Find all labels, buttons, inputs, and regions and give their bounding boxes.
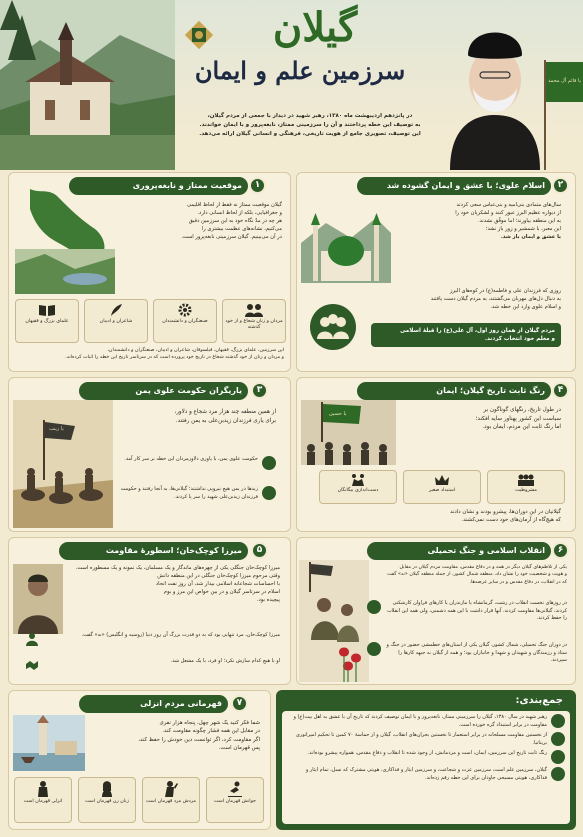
protest-crowd-illustration (301, 400, 396, 465)
summary-item: گیلان، سرزمین علم است، سرزمین عزت و شجاعت، و سرزمین ایثار و فداکاری، هویتی مشترک که نسل، تمام ایثار و فداکاری، هویتی مسیحی جاودان برای این خطه رقم زده‌اند. (287, 767, 565, 782)
section-2-header: اسلام علوی؛ با عشق و ایمان گشوده شد (357, 177, 551, 195)
section-7-card (8, 690, 271, 830)
section-7-header: قهرمانی مردم انزلی (79, 695, 228, 713)
community-icon (309, 303, 357, 351)
section-3-quote: از همین منطقه چند هزار مرد شجاع و دلاور، برای یاری فرزندان زیدبن‌علی به یمن رفتند. (174, 409, 276, 424)
warriors-illustration (13, 400, 113, 528)
section-1-icon-people: مردان و زنان شجاع و از خود گذشته (222, 299, 286, 343)
mosque-landscape-illustration (0, 0, 175, 170)
section-5-quote: میرزا کوچک‌خان جنگلی یکی از چهره‌های ماندگار و یک مسلمان، یک نمونه و یک مسطوره است. وقتی مرحوم میرزا کوچک‌خان جنگلی در این منطقه دانش با احساسات شجاعانه اسلامی بیدار شد، آن روز نفت اتحاد اسلام در سرتاسر گیلان و در بین خواص این مرز و بوم پیچیده بود. (75, 565, 280, 604)
section-4-number: ۴ (552, 382, 569, 399)
section-5-bullet-1: میرزا کوچک‌خان، مرد تنهایی بود که به دو قدرت بزرگ آن روز دنیا (روسیه و انگلیس) «نه» گفت. (25, 632, 280, 646)
section-4-footer: گیلانیان در این دوران‌ها، پیشرو بودند و نشان دادند که هیچ‌گاه از آرمان‌های خود دست نمی‌کشند. (450, 509, 561, 524)
section-3-flag-text: یا زینب (49, 426, 64, 432)
leader-portrait (440, 10, 550, 170)
person-icon (25, 632, 39, 646)
section-7-icon-youth: جوانش قهرمان است (206, 777, 264, 823)
section-1-footer: این سرزمین، علمای بزرگ، فقیهان، فیلسوفان، شاعران و ادیبان، صنعتگران و دانشمندان، و مردان و زنان از خود گذشته شجاع در تاریخ خود پرورده است که در سرتاسر تاریخ این خطه را اثبات کرده‌اند. (65, 348, 284, 361)
title-sub: سرزمین علم و ایمان (194, 56, 406, 85)
soldier-icon (367, 642, 381, 656)
header (0, 0, 583, 170)
section-7-icon-hero: انزلی قهرمان است (14, 777, 72, 823)
summary-item: رنگ ثابت تاریخ این سرزمین، ایمان، است و مردمانش، از وجود شده تا انقلاب و دفاع مقدس، همواره پیشرو بوده‌اند. (287, 750, 565, 764)
section-2-highlight: مردم گیلان از همان روز اول، آل علی(ع) را قبلهٔ اسلامی و معلم خود انتخاب کردند. (371, 323, 561, 347)
section-7-icon-man: مردش مرد قهرمان است (142, 777, 200, 823)
gilan-map-illustration (15, 179, 115, 294)
section-6-bullet-2: در دوران جنگ تحمیلی، شمال کشور، گیلان یکی از استان‌های خطمشی حضور در جنگ و ستاد و رزمندگان و شهیدان و شهدا و جانبازان بود؛ و همه از گیلان به جبهه کارها را سپردند. (367, 642, 567, 665)
group-icon (367, 600, 381, 614)
section-6-header: انقلاب اسلامی و جنگ تحمیلی (367, 542, 551, 560)
section-5-card (8, 537, 291, 685)
section-4-icon-crowd: مشروطیت (487, 470, 565, 504)
section-1-header: موقعیت ممتاز و نابغه‌پروری (69, 177, 248, 195)
section-1-icon-gear: صنعتگران و دانشمندان (153, 299, 217, 343)
section-2-quote: سال‌های متمادی بنی‌امیه و بنی‌عباس سعی کردند از دیواره عظیم البرز عبور کنند و لشکریان خود را به این منطقه بیاورند؛ اما موفّق نشدند. این معبر، با شمشیر و زور باز نشد؛ با عشق و ایمان باز شد. (455, 202, 561, 241)
green-dome-illustration (301, 203, 391, 283)
section-4-flag-text: یا حسین (329, 411, 347, 417)
section-5-header: میرزا کوچک‌خان؛ اسطورهٔ مقاومت (59, 542, 248, 560)
summary-item: از نخستین مقاومت مسلحانه در برابر استعمار تا نخستین بحران‌های انقلاب، گیلان و از حماسهٔ ۷۰ کمین تا تحکیم امپراتوری بریتانیا. (287, 732, 565, 747)
summary-body (282, 711, 570, 824)
handshake-icon (25, 658, 39, 672)
summary-item: رهبر شهید در سال ۱۳۸۰، گیلان را سرزمینی ممتاز، نابغه‌پرور و با ایمان توصیف کردند که تاریخ آن با عشق به اهل بیت(ع) و مقاومت در برابر استبداد گره خورده است. (287, 714, 565, 729)
woman-icon (100, 781, 114, 797)
flag-icon (551, 750, 565, 764)
title-main: گیلان (272, 4, 358, 51)
quill-icon (109, 303, 123, 317)
anzali-tower-illustration (13, 715, 85, 771)
section-3-number: ۳ (251, 382, 268, 399)
section-3-bullet-1: حکومت علوی یمن، با یاوری دلاورمردان این خطه بر سر کار آمد. (111, 456, 276, 470)
star-icon (551, 767, 565, 781)
section-2-card (296, 172, 576, 372)
crowd-icon (517, 474, 535, 486)
section-7-icon-woman: زنان زن قهرمان است (78, 777, 136, 823)
section-3-card (8, 377, 291, 532)
section-7-number: ۷ (231, 695, 248, 712)
banner-icon (262, 456, 276, 470)
book-icon (38, 303, 56, 317)
mirza-portrait (13, 564, 63, 634)
section-6-bullet-1: در روزهای نخست انقلاب در رشت، گرمانشاه یا مازندران یا کارهای فراوان کارشکنی کردند، گیلانی‌ها مقاومت کردند. آنها قرار داشت با این همه دشمنی، ولی همه این انقلاب را حفظ کردند. (367, 600, 567, 623)
section-3-bullet-2: زبدها در یمن هیچ نیرویی نداشتند؛ گیلانی‌ها، به آنجا رفتند و حکومت فرزندان زیدبن‌علی شهید را سر پا کردند. (111, 486, 276, 501)
section-4-icon-crown: استبداد صغیر (403, 470, 481, 504)
section-1-icon-book: علمای بزرگ و فقیهان (15, 299, 79, 343)
swords-icon (262, 486, 276, 500)
summary-card (276, 690, 576, 830)
section-1-card (8, 172, 291, 372)
youth-icon (227, 781, 243, 797)
section-4-header: رنگ ثابت تاریخ گیلان؛ ایمان (357, 382, 551, 400)
soldiers-tulips-illustration (299, 560, 369, 682)
mosque-icon (551, 714, 565, 728)
crown-icon (434, 474, 450, 486)
section-1-icon-quill: شاعران و ادیبان (84, 299, 148, 343)
section-1-number: ۱ (249, 177, 266, 194)
hero-icon (36, 781, 50, 797)
section-4-quote: در طول تاریخ، رنگهای گوناگون بر سیاست این کشور پهناور سایه افکند؛ اما رنگ ثابت این مردم، ایمان بود. (475, 407, 561, 431)
section-6-intro: یکی از تلاطم‌های گیلان دیگر در همه و در دفاع مقدس، مقاومت مردم گیلان در مقابل و هویت و شخصیت خود را نشان داد، منطقه شمال کشور، از جمله منطقه گیلان «نه» گفت که در انقلاب، در دفاع مقدس و در سایر عرصه‌ها. (387, 565, 567, 585)
man-icon (164, 781, 178, 797)
green-flag: یا قائم آل محمد (546, 62, 583, 102)
person-icon (551, 732, 565, 746)
header-intro: در پانزدهم اردیبهشت ماه ۱۳۸۰، رهبر شهید در دیدار با جمعی از مردم گیلان، به توصیف این خطه پرداختند و آن را سرزمینی ممتاز، نابغه‌پرور و با ایمان خواندند. این توصیف، تصویری جامع از هویت تاریخی، فرهنگی و انسانی گیلان ارائه می‌دهد. (199, 113, 421, 137)
section-5-bullet-2: او با هیچ کدام سازش نکرد؛ او فرد، با یک مشعل شد. (25, 658, 280, 672)
section-3-header: یاریگران حکومت علوی یمن (79, 382, 248, 400)
section-1-quote: گیلان موقعیت ممتاز نه فقط از لحاظ اقلیمی و جغرافیایی، بلکه از لحاظ انسانی دارد. هر چه در مدّ نگاه خود به این سرزمین دقیق می‌کنیم، نشانه‌های عظمت بیشتری را در آن می‌بینیم. گیلان سرزمینی نابغه‌پرور است. (181, 202, 282, 241)
section-4-card (296, 377, 576, 532)
people-icon (245, 303, 263, 317)
ornament-icon (182, 18, 216, 52)
summary-title: جمع‌بندی: (515, 695, 563, 706)
section-6-number: ۶ (552, 542, 569, 559)
struggle-icon (350, 474, 366, 486)
section-2-mid: روزی که فرزندان علی و فاطمه(ع) در کوه‌های البرز به دنبال دل‌های مهربان می‌گشتند، به مردم گیلان دست یافتند و اسلام علوی وارد این خطه شد. (430, 288, 561, 311)
section-2-number: ۲ (552, 177, 569, 194)
section-7-quote: شما فکر کنید یک شهر چهل، پنجاه هزار نفری در مقابل این همه فشار چگونه مقاومت کند. اگر مقاومت کرد، اگر توانست دین خودش را حفظ کند، پس قهرمان است. (138, 720, 260, 752)
section-4-icon-struggle: دست‌اندازی بیگانگان (319, 470, 397, 504)
section-5-number: ۵ (251, 542, 268, 559)
gear-icon (178, 303, 192, 317)
section-6-card (296, 537, 576, 685)
